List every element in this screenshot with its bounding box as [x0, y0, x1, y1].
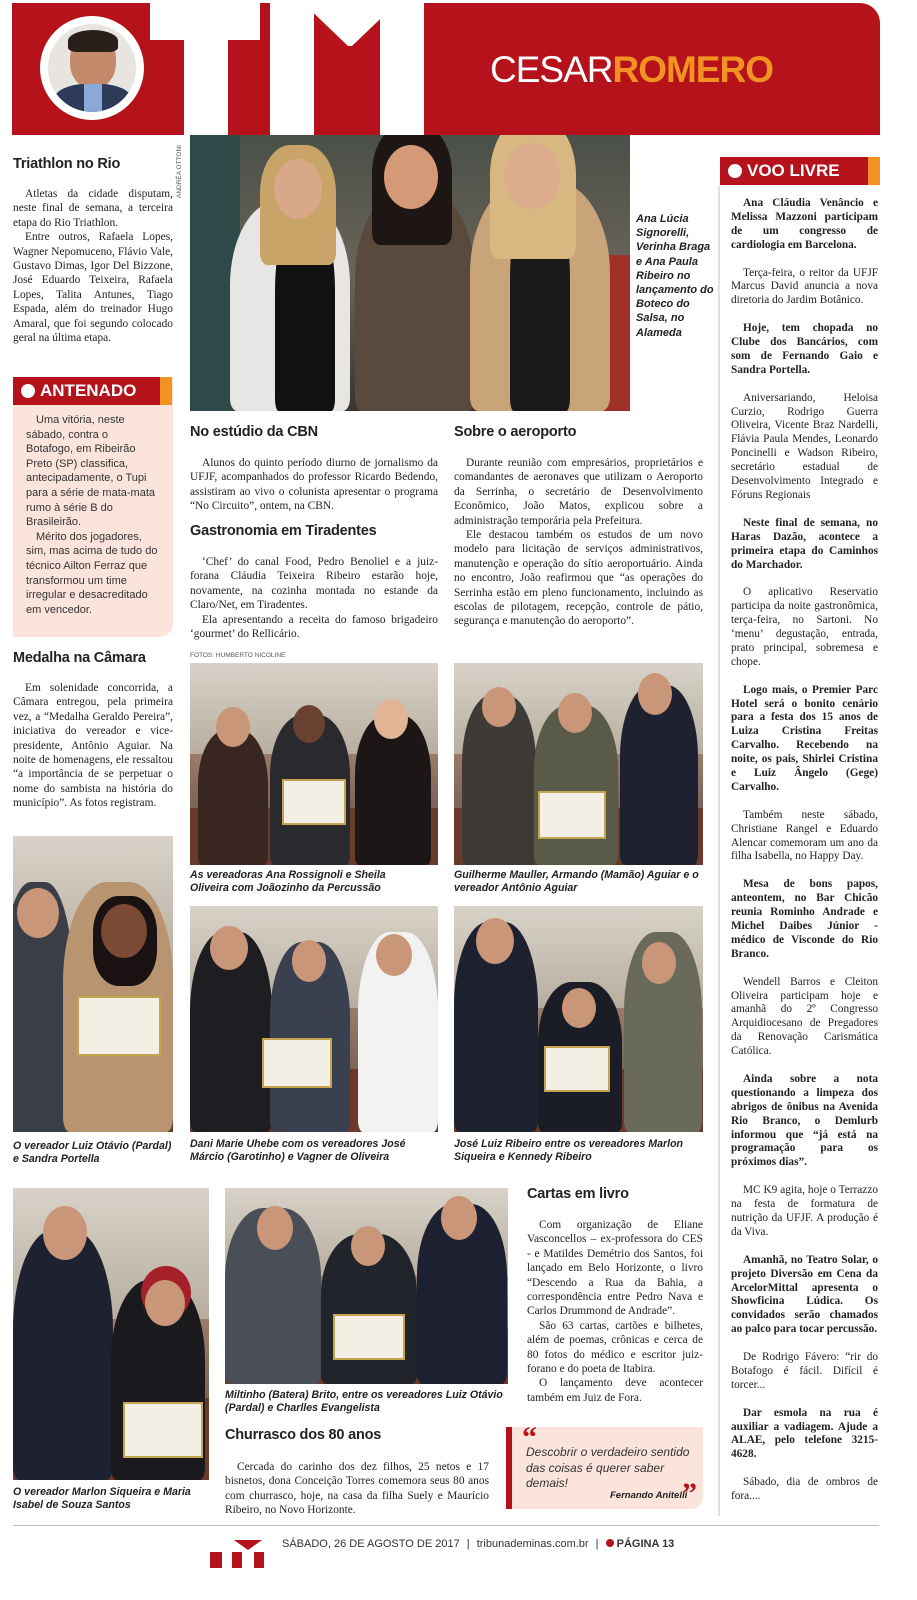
red-dot-icon [606, 1539, 614, 1547]
voo-livre-note: Wendell Barros e Cleiton Oliveira participam hoje e amanhã do 2º Congresso Arquidiocesano de Pregadores da Renovação Carismática Católica. [731, 975, 878, 1058]
bullet-icon [728, 164, 742, 178]
caption-marlon: O vereador Marlon Siqueira e Maria Isabel de Souza Santos [13, 1486, 191, 1511]
voo-livre-note: Ainda sobre a nota questionando a limpeza dos abrigos de ônibus na Avenida Rio Branco, o Demlurb informou que “já está na programação para os próximos dias”. [731, 1072, 878, 1169]
photo-vereadoras [190, 663, 438, 865]
caption-miltinho: Miltinho (Batera) Brito, entre os vereadores Luiz Otávio (Pardal) e Charlles Evangelista [225, 1389, 503, 1414]
voo-livre-note: Sábado, dia de ombros de fora.... [731, 1476, 878, 1503]
voo-livre-note: Mesa de bons papos, anteontem, no Bar Chicão reunia Rominho Andrade e Michel Daibes Júnior - médico de Visconde do Rio Branco. [731, 878, 878, 960]
triathlon-text: Atletas da cidade disputam, neste final de semana, a terceira etapa do Rio Triathlon. Entre outros, Rafaela Lopes, Wagner Nepomuceno, Flávio Vale, Gustavo Dimas, Igor Del Bizzone, José Eduardo Teixeira, Rafaela Lopes, Talita Antunes, Tiago Espada, além do treinador Hugo Amaral, que foi segundo colocado geral na última etapa. [13, 188, 173, 345]
columnist-name: CESARROMERO [490, 49, 773, 90]
cbn-text: Alunos do quinto período diurno de jornalismo da UFJF, acompanhados do professor Ricardo Bedendo, assistiram ao vivo o colunista apresentar o programa “No Circuito”, ontem, na CBN. [190, 457, 438, 513]
caption-vereadoras: As vereadoras Ana Rossignoli e Sheila Oliveira com Joãozinho da Percussão [190, 869, 386, 894]
quote-author: Fernando Anitelli [610, 1490, 688, 1501]
antenado-badge: ANTENADO [13, 377, 160, 405]
antenado-text: Uma vitória, neste sábado, contra o Botafogo, em Ribeirão Preto (SP) classifica, antecipadamente, o Tupi para a série de mata-mata rumo à série B do Brasileirão. Mérito dos jogadores, sim, mas acima de tudo do técnico Ailton Ferraz que transformou um time irregular e desacreditado em vencedor. [26, 414, 158, 616]
triathlon-title: Triathlon no Rio [13, 156, 121, 172]
voo-livre-note: Amanhã, no Teatro Solar, o projeto Diversão em Cena da ArcelorMittal apresenta o Showficina Lúdica. Os convidados serão chamados ao palco para tocar percussão. [731, 1253, 878, 1336]
voo-livre-note: Ana Cláudia Venâncio e Melissa Mazzoni participam de um congresso de cardiologia em Barcelona. [731, 197, 878, 251]
caption-jose-luiz: José Luiz Ribeiro entre os vereadores Marlon Siqueira e Kennedy Ribeiro [454, 1138, 684, 1163]
medalha-title: Medalha na Câmara [13, 650, 146, 666]
main-photo-caption: Ana Lúcia Signorelli, Verinha Braga e Ana Paula Ribeiro no lançamento do Boteco do Salsa, no Alameda [636, 213, 714, 339]
voo-livre-note: Hoje, tem chopada no Clube dos Bancários, com som de Fernando Gaio e Sandra Portella. [731, 322, 878, 376]
gastronomia-text: ‘Chef’ do canal Food, Pedro Benoliel e a juiz-forana Cláudia Teixeira Ribeiro estarão hoje, novamente, na cozinha montada no estande da Claro/Net, em Tiradentes. Ela apresentando a receita do famoso brigadeiro ‘gourmet’ do Rellicário. [190, 556, 438, 641]
quote-box [506, 1421, 703, 1510]
voo-livre-note: Dar esmola na rua é auxiliar a vadiagem. Ajude a ALAE, pelo telefone 3215-4628. [731, 1406, 878, 1461]
caption-guilherme: Guilherme Mauller, Armando (Mamão) Aguiar e o vereador Antônio Aguiar [454, 869, 699, 894]
photo-luiz-otavio [13, 836, 173, 1132]
main-photo [190, 135, 630, 411]
aeroporto-text: Durante reunião com empresários, proprietários e comandantes de aeronaves que utilizam o Aeroporto da Serrinha, o secretário de Desenvolvimento Econômico, João Matos, explicou sobre a administração temporária pela Prefeitura. Ele destacou também os estudos de um novo modelo para licitação de serviços administrativos, manutenção e operação do sítio aeroportuário. Ainda no encontro, João reafirmou que “as operações do Serrinha estão em pleno funcionamento, incluindo as escolas de pilotagem, recepção, controle de pátio, segurança e manutenção do aeroporto”. [454, 457, 703, 628]
voo-livre-note: Terça-feira, o reitor da UFJF Marcus David anuncia a nova diretoria do Jardim Botânico. [731, 266, 878, 307]
caption-luiz-otavio: O vereador Luiz Otávio (Pardal) e Sandra Portella [13, 1140, 172, 1165]
tm-logo [150, 0, 440, 135]
medalha-text: Em solenidade concorrida, a Câmara entregou, pela primeira vez, a “Medalha Geraldo Pereira”, iniciativa do vereador e vice-presidente, Antônio Aguiar. Na noite de homenagens, ele ressaltou “a importância de se perpetuar o nome do sambista na história do município”. As fotos registram. [13, 682, 173, 810]
caption-dani: Dani Marie Uhebe com os vereadores José Márcio (Garotinho) e Vagner de Oliveira [190, 1138, 406, 1163]
photo-guilherme [454, 663, 703, 865]
photo-dani [190, 906, 438, 1132]
footer-line: SÁBADO, 26 DE AGOSTO DE 2017 | tribunademinas.com.br | PÁGINA 13 [282, 1538, 675, 1550]
quote-close-icon: ” [682, 1477, 697, 1510]
cartas-title: Cartas em livro [527, 1186, 629, 1202]
quote-text: Descobrir o verdadeiro sentido das coisas é querer saber demais! [526, 1445, 690, 1490]
photo-credit-photos: FOTOS: HUMBERTO NICOLINE [190, 652, 286, 659]
cartas-text: Com organização de Eliane Vasconcellos – ex-professora do CES - e Matildes Demétrio dos Santos, foi lançado em Belo Horizonte, o livro “Descendo a Rua da Bahia, a correspondência entre Pedro Nava e Carlos Drummond de Andrade”. São 63 cartas, cartões e bilhetes, além de poemas, crônicas e cerca de 80 fotos do médico e escritor juiz-forano e do poeta de Itabira. O lançamento deve acontecer também em Juiz de Fora. [527, 1219, 703, 1404]
footer-page: PÁGINA 13 [616, 1538, 675, 1550]
voo-livre-text [731, 197, 878, 1504]
photo-marlon [13, 1188, 209, 1480]
voo-livre-note: Aniversariando, Heloisa Curzio, Rodrigo Guerra Oliveira, Vicente Braz Nardelli, Flávia Paula Mendes, Leonardo Poncinelli e Wadson Ribeiro, secretário estadual de Desenvolvimento Integrado e Fóruns Regionais [731, 391, 878, 501]
voo-livre-note: MC K9 agita, hoje o Terrazzo na festa de formatura de nutrição da UFJF. A produção é da Viva. [731, 1184, 878, 1238]
avatar [40, 16, 144, 120]
aeroporto-title: Sobre o aeroporto [454, 424, 577, 440]
footer-date: SÁBADO, 26 DE AGOSTO DE 2017 [282, 1538, 460, 1550]
footer-logo [210, 1540, 266, 1568]
churrasco-title: Churrasco dos 80 anos [225, 1427, 382, 1443]
photo-credit-main: ANDRÉA OTTONI [176, 145, 183, 198]
voo-livre-note: O aplicativo Reservatio participa da noite gastronômica, terça-feira, no Sartoni. No ‘menu’ degustação, entrada, prato principal, sobremesa e chope. [731, 586, 878, 668]
footer-site[interactable]: tribunademinas.com.br [476, 1538, 589, 1550]
voo-livre-note: Neste final de semana, no Haras Dazão, acontece a primeira etapa do Caminhos do Marchador. [731, 516, 878, 571]
churrasco-text: Cercada do carinho dos dez filhos, 25 netos e 17 bisnetos, dona Conceição Torres comemora seus 80 anos com churrasco, hoje, na casa da filha Suely e Maurício Ribeiro, no Novo Horizonte. [225, 1461, 489, 1517]
right-column-rule [718, 186, 720, 1516]
photo-miltinho [225, 1188, 508, 1384]
bullet-icon [21, 384, 35, 398]
voo-livre-note: Também neste sábado, Christiane Rangel e Eduardo Alencar comemoram um ano da filha Isabella, no Happy Day. [731, 808, 878, 863]
columnist-portrait-icon [48, 24, 136, 112]
photo-jose-luiz [454, 906, 703, 1132]
voo-livre-note: De Rodrigo Fávero: “rir do Botafogo é fácil. Difícil é torcer... [731, 1351, 878, 1391]
voo-livre-note: Logo mais, o Premier Parc Hotel será o bonito cenário para a festa dos 15 anos de Luiza Cristina Freitas Carvalho. Recebendo na noite, os pais, Shirlei Cristina e Luiz Ângelo (Gege) Carvalho. [731, 683, 878, 793]
cbn-title: No estúdio da CBN [190, 424, 318, 440]
gastronomia-title: Gastronomia em Tiradentes [190, 523, 377, 539]
footer-rule [13, 1525, 879, 1526]
quote-open-icon: “ [522, 1421, 537, 1454]
voo-livre-badge: VOO LIVRE [720, 157, 868, 185]
